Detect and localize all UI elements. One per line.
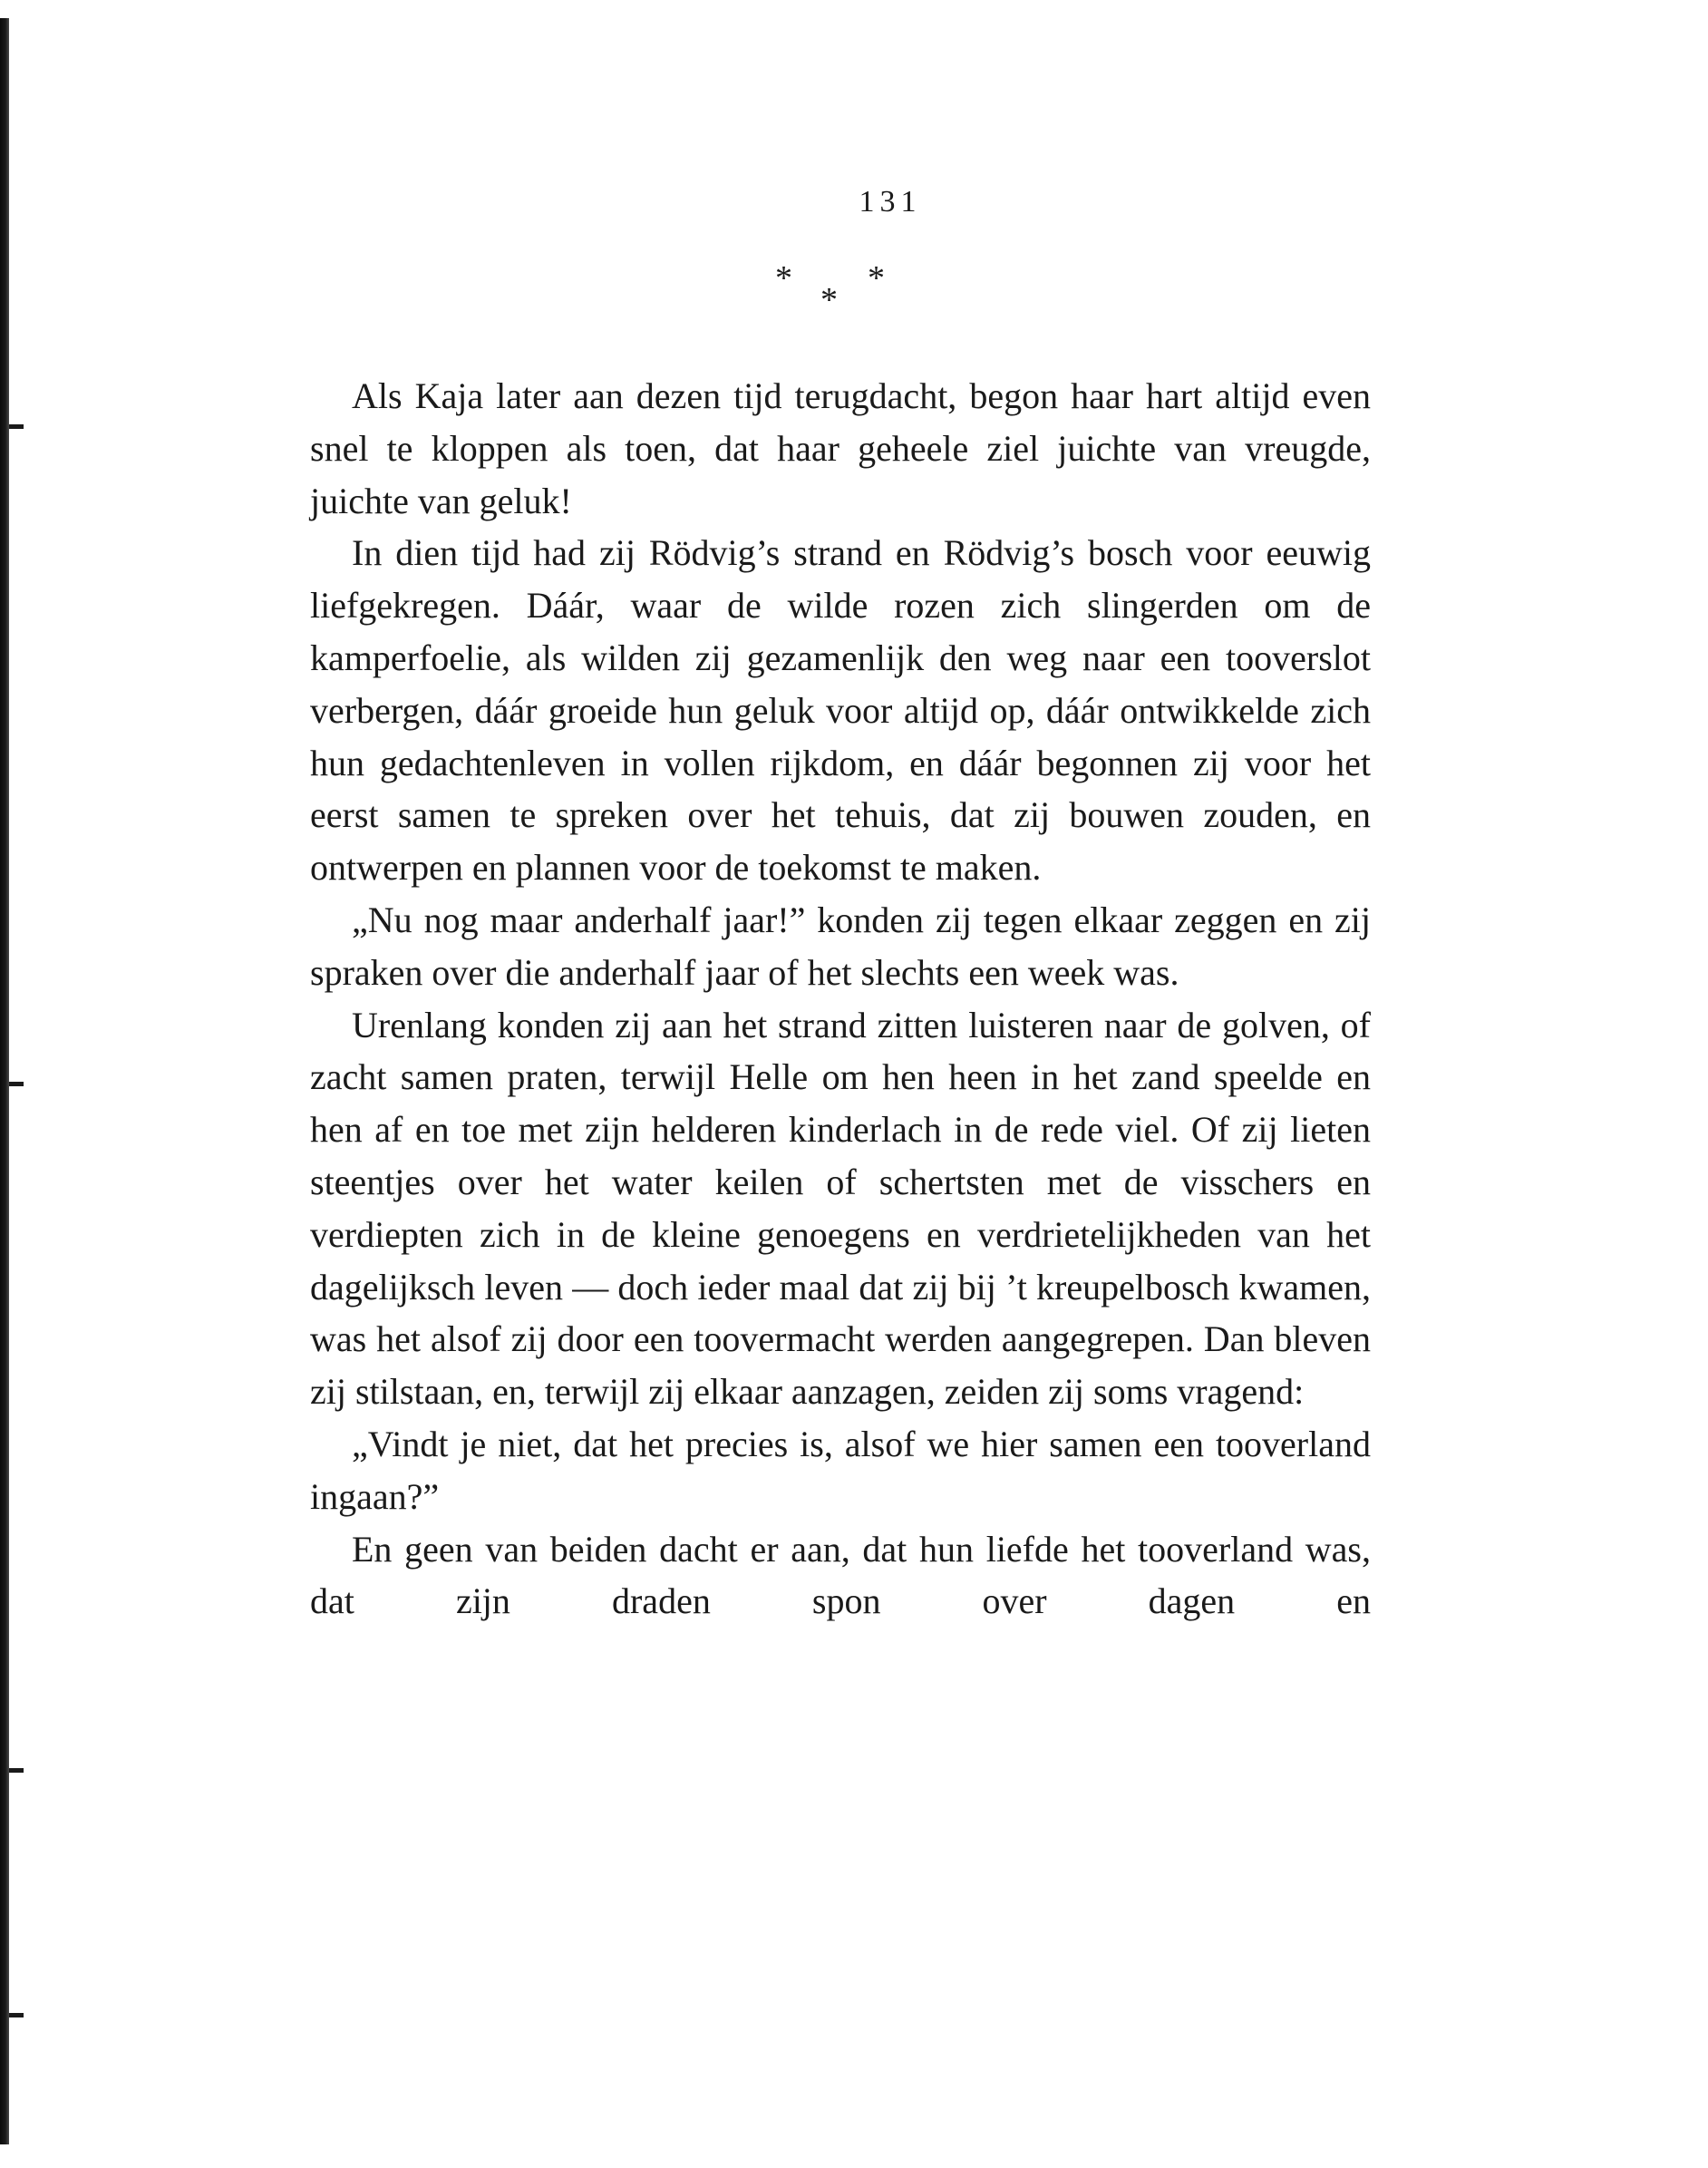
paragraph: „Nu nog maar anderhalf jaar!” konden zij tegen elkaar zeggen en zij spraken over die anderhalf jaar of het slechts een week was. xyxy=(310,899,1371,993)
binding-notch xyxy=(9,424,24,429)
ornament-star: * xyxy=(775,259,792,297)
binding-notch xyxy=(9,2013,24,2017)
ornament-star: * xyxy=(820,281,838,319)
body-text xyxy=(310,370,1371,1628)
binding-notch xyxy=(9,1768,24,1773)
paragraph: Urenlang konden zij aan het strand zitten luisteren naar de golven, of zacht samen praten, terwijl Helle om hen heen in het zand speelde en hen af en toe met zijn helderen kinderlach in de rede viel. Of zij lieten steentjes over het water keilen of schertsten met de visschers en verdiepten zich in de kleine genoegens en verdrietelijkheden van het dagelijksch leven — doch ieder maal dat zij bij ’t kreupelbosch kwamen, was het alsof zij door een toovermacht werden aangegrepen. Dan bleven zij stilstaan, en, terwijl zij elkaar aanzagen, zeiden zij soms vragend: xyxy=(310,1004,1371,1413)
paragraph: In dien tijd had zij Rödvig’s strand en Rödvig’s bosch voor eeuwig liefgekregen. Dáár, waar de wilde rozen zich slingerden om de kamperfoelie, als wilden zij gezamenlijk den weg naar een tooverslot verbergen, dáár groeide hun geluk voor altijd op, dáár ontwikkelde zich hun gedachtenleven in vollen rijkdom, en dáár begonnen zij voor het eerst samen te spreken over het tehuis, dat zij bouwen zouden, en ontwerpen en plannen voor de toekomst te maken. xyxy=(310,532,1371,889)
page-number: 131 xyxy=(859,185,922,219)
paragraph: „Vindt je niet, dat het precies is, alsof we hier samen een tooverland ingaan?” xyxy=(310,1423,1371,1517)
ornament-star: * xyxy=(868,259,885,297)
section-ornament xyxy=(757,261,920,325)
binding-notch xyxy=(9,1082,24,1086)
paragraph: En geen van beiden dacht er aan, dat hun liefde het tooverland was, dat zijn draden spon over dagen en xyxy=(310,1528,1371,1622)
book-binding-edge xyxy=(0,18,9,2144)
paragraph: Als Kaja later aan dezen tijd terugdacht, begon haar hart altijd even snel te kloppen als toen, dat haar geheele ziel juichte van vreugde, juichte van geluk! xyxy=(310,375,1371,521)
